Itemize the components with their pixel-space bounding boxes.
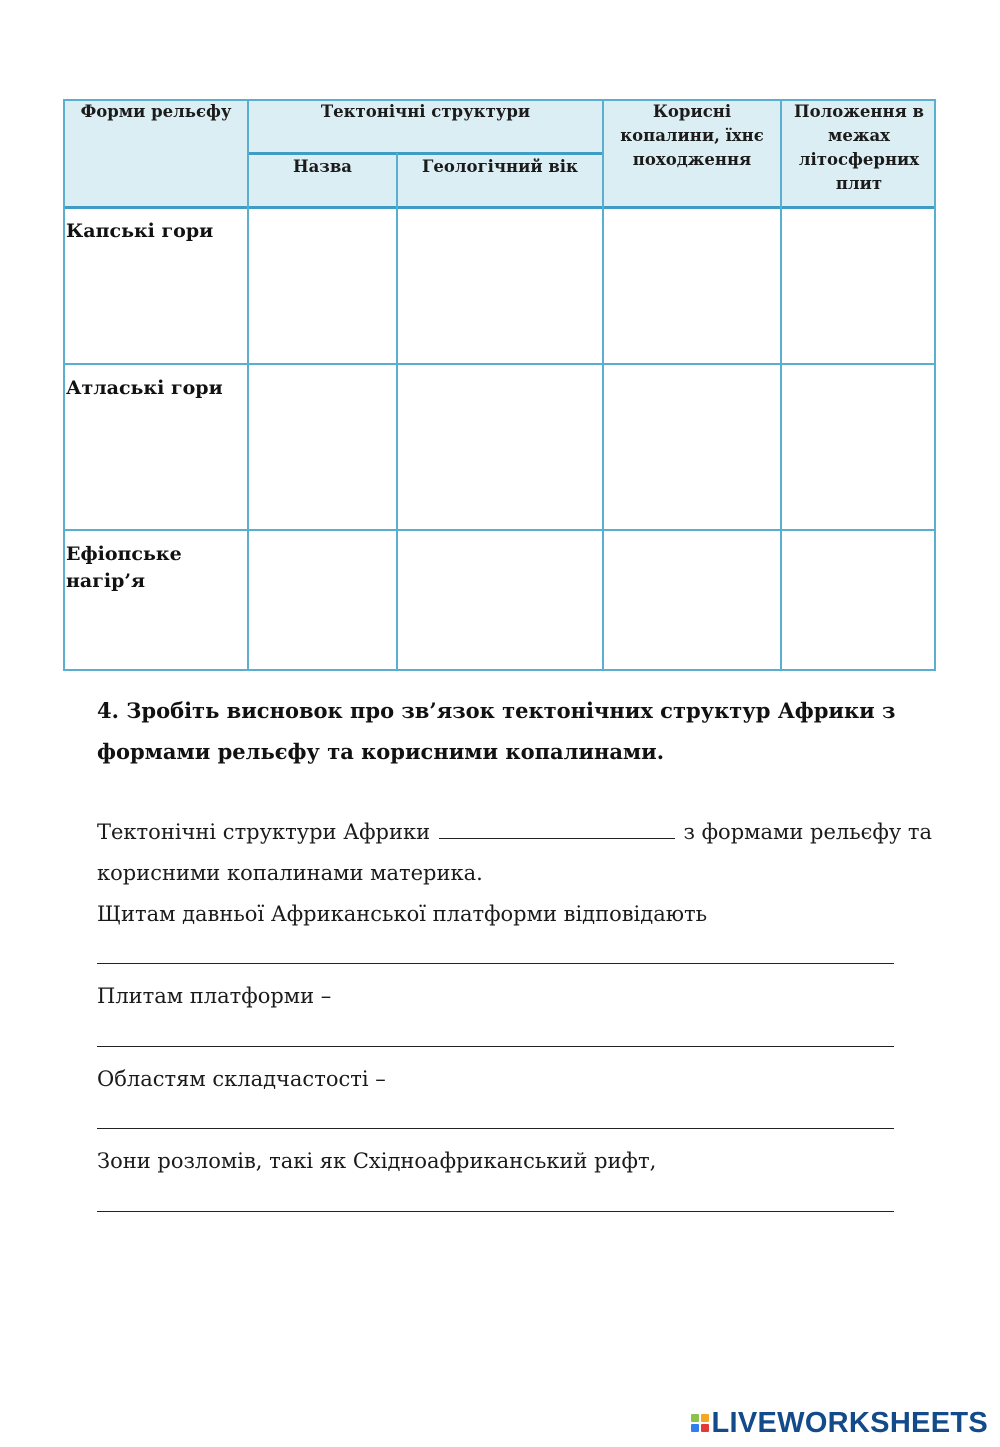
header-name: Назва	[293, 157, 352, 176]
table-row-line-1	[64, 363, 936, 365]
cell-atlas-age[interactable]	[399, 366, 601, 528]
cell-ethiopia-age[interactable]	[399, 532, 601, 668]
row-label-atlas-mountains: Атлаські гори	[66, 377, 223, 399]
task-4-title: 4. Зробіть висновок про зв’язок тектонічних структур Африки з формами рельєфу та корисними копалинами.	[97, 698, 896, 764]
cell-cape-name[interactable]	[250, 209, 396, 362]
answer-line-plates[interactable]	[97, 1046, 894, 1047]
logo-blocks-icon	[691, 1414, 709, 1432]
conclusion-line-1: Тектонічні структури Африки з формами рельєфу та	[97, 820, 933, 844]
cell-atlas-position[interactable]	[783, 366, 933, 528]
cell-ethiopia-position[interactable]	[783, 532, 933, 668]
cell-ethiopia-name[interactable]	[250, 532, 396, 668]
row-label-ethiopian-highlands: Ефіопське нагір’я	[66, 543, 182, 592]
header-tectonic-structures: Тектонічні структури	[320, 102, 531, 121]
header-geological-age: Геологічний вік	[422, 157, 578, 176]
table-col-line-3	[602, 99, 604, 671]
liveworksheets-logo	[691, 1405, 989, 1441]
table-col-line-2	[396, 153, 398, 671]
cell-cape-age[interactable]	[399, 209, 601, 362]
conclusion-line-2: корисними копалинами материка.	[97, 861, 483, 885]
answer-line-rifts[interactable]	[97, 1211, 894, 1212]
cell-ethiopia-minerals[interactable]	[605, 532, 779, 668]
cell-cape-minerals[interactable]	[605, 209, 779, 362]
answer-line-folds[interactable]	[97, 1128, 894, 1129]
cell-atlas-minerals[interactable]	[605, 366, 779, 528]
table-col-line-1	[247, 99, 249, 671]
answer-line-shields[interactable]	[97, 963, 894, 964]
table-border-left	[63, 99, 65, 671]
answer-blank-relation[interactable]	[439, 818, 675, 839]
cell-atlas-name[interactable]	[250, 366, 396, 528]
row-label-cape-mountains: Капські гори	[66, 220, 214, 242]
logo-text: LIVEWORKSHEETS	[711, 1406, 988, 1439]
table-border-bottom	[64, 669, 936, 671]
cell-cape-position[interactable]	[783, 209, 933, 362]
header-minerals: Корисні копалини, їхнє походження	[620, 102, 764, 169]
header-plate-position: Положення в межах літосферних плит	[794, 102, 924, 193]
table-row-line-2	[64, 529, 936, 531]
header-landform: Форми рельєфу	[80, 102, 232, 121]
folds-prompt: Областям складчастості –	[97, 1067, 386, 1091]
plates-prompt: Плитам платформи –	[97, 984, 332, 1008]
rifts-prompt: Зони розломів, такі як Східноафриканський рифт,	[97, 1149, 657, 1173]
shields-prompt: Щитам давньої Африканської платформи відповідають	[97, 902, 708, 926]
